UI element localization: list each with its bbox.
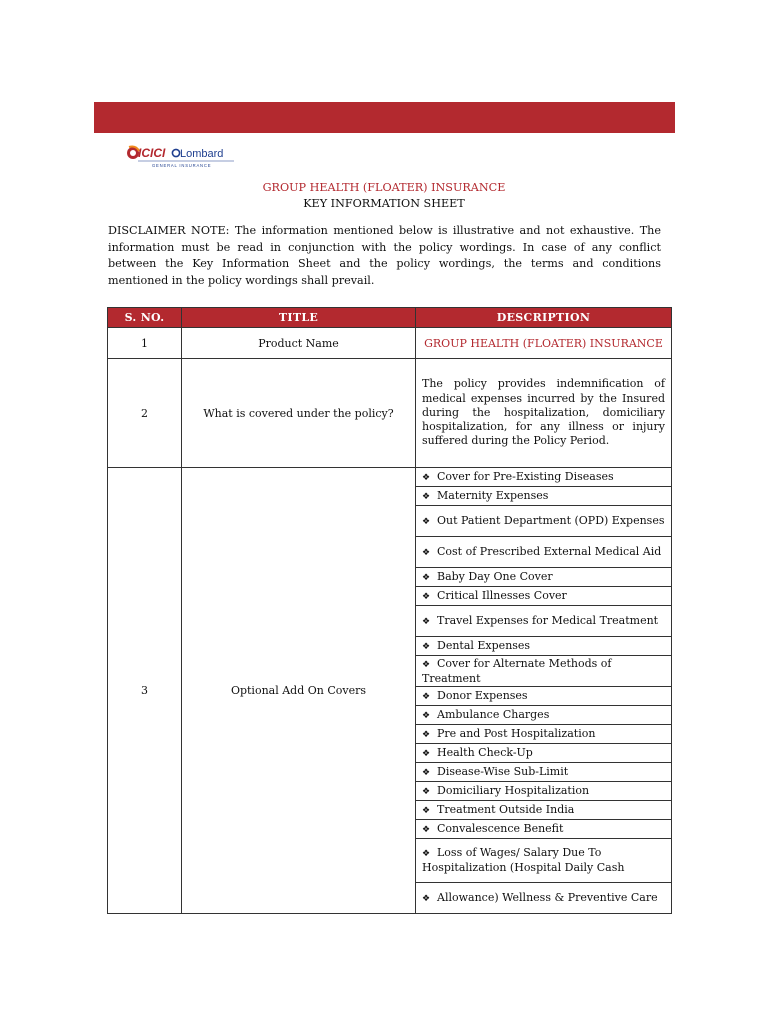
diamond-bullet-icon: ❖ — [422, 572, 431, 583]
cover-item — [416, 687, 672, 706]
cover-item — [416, 782, 672, 801]
cover-item — [416, 763, 672, 782]
disclaimer-note: DISCLAIMER NOTE: The information mentioned below is illustrative and not exhaustive. The information must be read in conjunction with the policy wordings. In case of any conflict between the Key Information Sheet and the policy wordings, the terms and conditions mentioned in the policy wordings shall prevail. — [108, 224, 661, 287]
svg-text:GENERAL INSURANCE: GENERAL INSURANCE — [152, 163, 212, 168]
cover-label: Baby Day One Cover — [437, 569, 553, 583]
svg-text:Lombard: Lombard — [180, 148, 224, 160]
cover-label: Travel Expenses for Medical Treatment — [437, 613, 659, 627]
diamond-bullet-icon: ❖ — [422, 591, 431, 602]
document-subtitle: KEY INFORMATION SHEET — [303, 197, 465, 210]
cover-label: Treatment Outside India — [437, 802, 575, 816]
row-description: The policy provides indemnification of medical expenses incurred by the Insured during the hospitalization, domiciliary hospitalization, for any illness or injury suffered during the Policy Period. — [416, 359, 672, 468]
cover-label: Out Patient Department (OPD) Expenses — [437, 513, 665, 527]
diamond-bullet-icon: ❖ — [422, 805, 431, 816]
table-header-row — [108, 308, 672, 328]
cover-label: Cover for Pre-Existing Diseases — [437, 469, 614, 483]
row-sno: 1 — [108, 328, 182, 359]
cover-label: Cost of Prescribed External Medical Aid — [437, 544, 662, 558]
diamond-bullet-icon: ❖ — [422, 691, 431, 702]
diamond-bullet-icon: ❖ — [422, 748, 431, 759]
cover-label: Maternity Expenses — [437, 488, 549, 502]
diamond-bullet-icon: ❖ — [422, 516, 431, 527]
diamond-bullet-icon: ❖ — [422, 641, 431, 652]
cover-item — [416, 537, 672, 568]
row-description: GROUP HEALTH (FLOATER) INSURANCE — [416, 328, 672, 359]
cover-item — [416, 468, 672, 487]
cover-item — [416, 637, 672, 656]
diamond-bullet-icon: ❖ — [422, 893, 431, 904]
header-sno: S. NO. — [108, 308, 182, 328]
cover-item — [416, 606, 672, 637]
diamond-bullet-icon: ❖ — [422, 659, 431, 670]
cover-item — [416, 883, 672, 914]
cover-item — [416, 820, 672, 839]
diamond-bullet-icon: ❖ — [422, 849, 431, 859]
icici-lombard-logo — [124, 143, 236, 169]
cover-item — [416, 587, 672, 606]
diamond-bullet-icon: ❖ — [422, 786, 431, 797]
row-title: Optional Add On Covers — [182, 468, 416, 914]
cover-item — [416, 744, 672, 763]
diamond-bullet-icon: ❖ — [422, 616, 431, 627]
cover-item — [416, 725, 672, 744]
diamond-bullet-icon: ❖ — [422, 824, 431, 835]
row-sno: 2 — [108, 359, 182, 468]
cover-label: Loss of Wages/ Salary Due To Hospitalization (Hospital Daily Cash — [422, 846, 625, 874]
cover-label: Health Check-Up — [437, 745, 533, 759]
table-row — [108, 328, 672, 359]
key-information-table — [107, 307, 672, 914]
cover-item — [416, 839, 672, 883]
cover-label: Domiciliary Hospitalization — [437, 783, 590, 797]
cover-label: Critical Illnesses Cover — [437, 588, 567, 602]
row-sno: 3 — [108, 468, 182, 914]
svg-text:ICICI: ICICI — [138, 146, 166, 160]
cover-label: Convalescence Benefit — [437, 821, 564, 835]
cover-label: Ambulance Charges — [437, 707, 550, 721]
diamond-bullet-icon: ❖ — [422, 729, 431, 740]
cover-item — [416, 506, 672, 537]
cover-row — [108, 468, 672, 487]
header-description: DESCRIPTION — [416, 308, 672, 328]
row-title: Product Name — [182, 328, 416, 359]
diamond-bullet-icon: ❖ — [422, 547, 431, 558]
diamond-bullet-icon: ❖ — [422, 767, 431, 778]
diamond-bullet-icon: ❖ — [422, 710, 431, 721]
cover-label: Disease-Wise Sub-Limit — [437, 764, 569, 778]
diamond-bullet-icon: ❖ — [422, 472, 431, 483]
table-row — [108, 359, 672, 468]
row-title: What is covered under the policy? — [182, 359, 416, 468]
cover-label: Allowance) Wellness & Preventive Care — [437, 890, 658, 904]
cover-label: Cover for Alternate Methods of Treatment — [422, 656, 633, 685]
cover-label: Dental Expenses — [437, 638, 531, 652]
cover-label: Donor Expenses — [437, 688, 528, 702]
cover-item — [416, 706, 672, 725]
cover-item — [416, 487, 672, 506]
cover-item — [416, 656, 672, 687]
cover-item — [416, 568, 672, 587]
diamond-bullet-icon: ❖ — [422, 491, 431, 502]
header-band — [94, 102, 675, 133]
cover-label: Pre and Post Hospitalization — [437, 726, 596, 740]
document-title: GROUP HEALTH (FLOATER) INSURANCE — [262, 181, 506, 194]
cover-item — [416, 801, 672, 820]
header-title: TITLE — [182, 308, 416, 328]
